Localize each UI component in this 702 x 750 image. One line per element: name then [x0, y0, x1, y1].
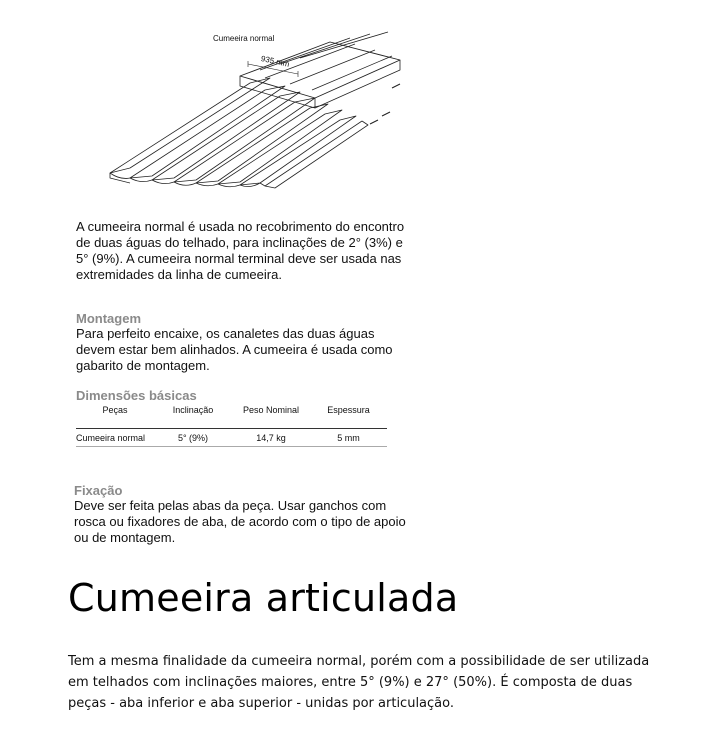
table-cell-pecas: Cumeeira normal — [76, 429, 154, 447]
articulada-text: Tem a mesma finalidade da cumeeira normal, porém com a possibilidade de ser utilizada em telhados com inclinações maiores, entre 5° (9%) e 27° (50%). É composta de duas peças - aba inferior e aba superior - unidas por articulação. — [68, 654, 650, 711]
figure-label-dimension: 935 mm — [260, 54, 291, 69]
table-header-pecas: Peças — [76, 405, 154, 429]
fixacao-heading: Fixação — [74, 483, 123, 498]
montagem-heading: Montagem — [76, 311, 141, 326]
table-header-row — [76, 405, 387, 429]
dimensions-table — [76, 405, 387, 447]
table-cell-peso: 14,7 kg — [232, 429, 310, 447]
figure-label-cumeeira: Cumeeira normal — [213, 34, 275, 43]
fixacao-text: Deve ser feita pelas abas da peça. Usar ganchos com rosca ou fixadores de aba, de acordo com o tipo de apoio ou de montagem. — [74, 498, 406, 545]
table-header-inclinacao: Inclinação — [154, 405, 232, 429]
roof-illustration — [100, 28, 410, 198]
section-title-articulada: Cumeeira articulada — [68, 576, 459, 620]
table-cell-inclinacao: 5° (9%) — [154, 429, 232, 447]
ridge-cap-drawing — [100, 28, 410, 198]
table-row — [76, 429, 387, 447]
montagem-text: Para perfeito encaixe, os canaletes das duas águas devem estar bem alinhados. A cumeeira é usada como gabarito de montagem. — [76, 326, 393, 373]
dimensoes-heading: Dimensões básicas — [76, 388, 197, 403]
intro-paragraph: A cumeeira normal é usada no recobrimento do encontro de duas águas do telhado, para inclinações de 2° (3%) e 5° (9%). A cumeeira normal terminal deve ser usada nas extremidades da linha de cumeeira. — [76, 219, 405, 282]
table-cell-espessura: 5 mm — [310, 429, 387, 447]
table-header-peso: Peso Nominal — [232, 405, 310, 429]
table-header-espessura: Espessura — [310, 405, 387, 429]
